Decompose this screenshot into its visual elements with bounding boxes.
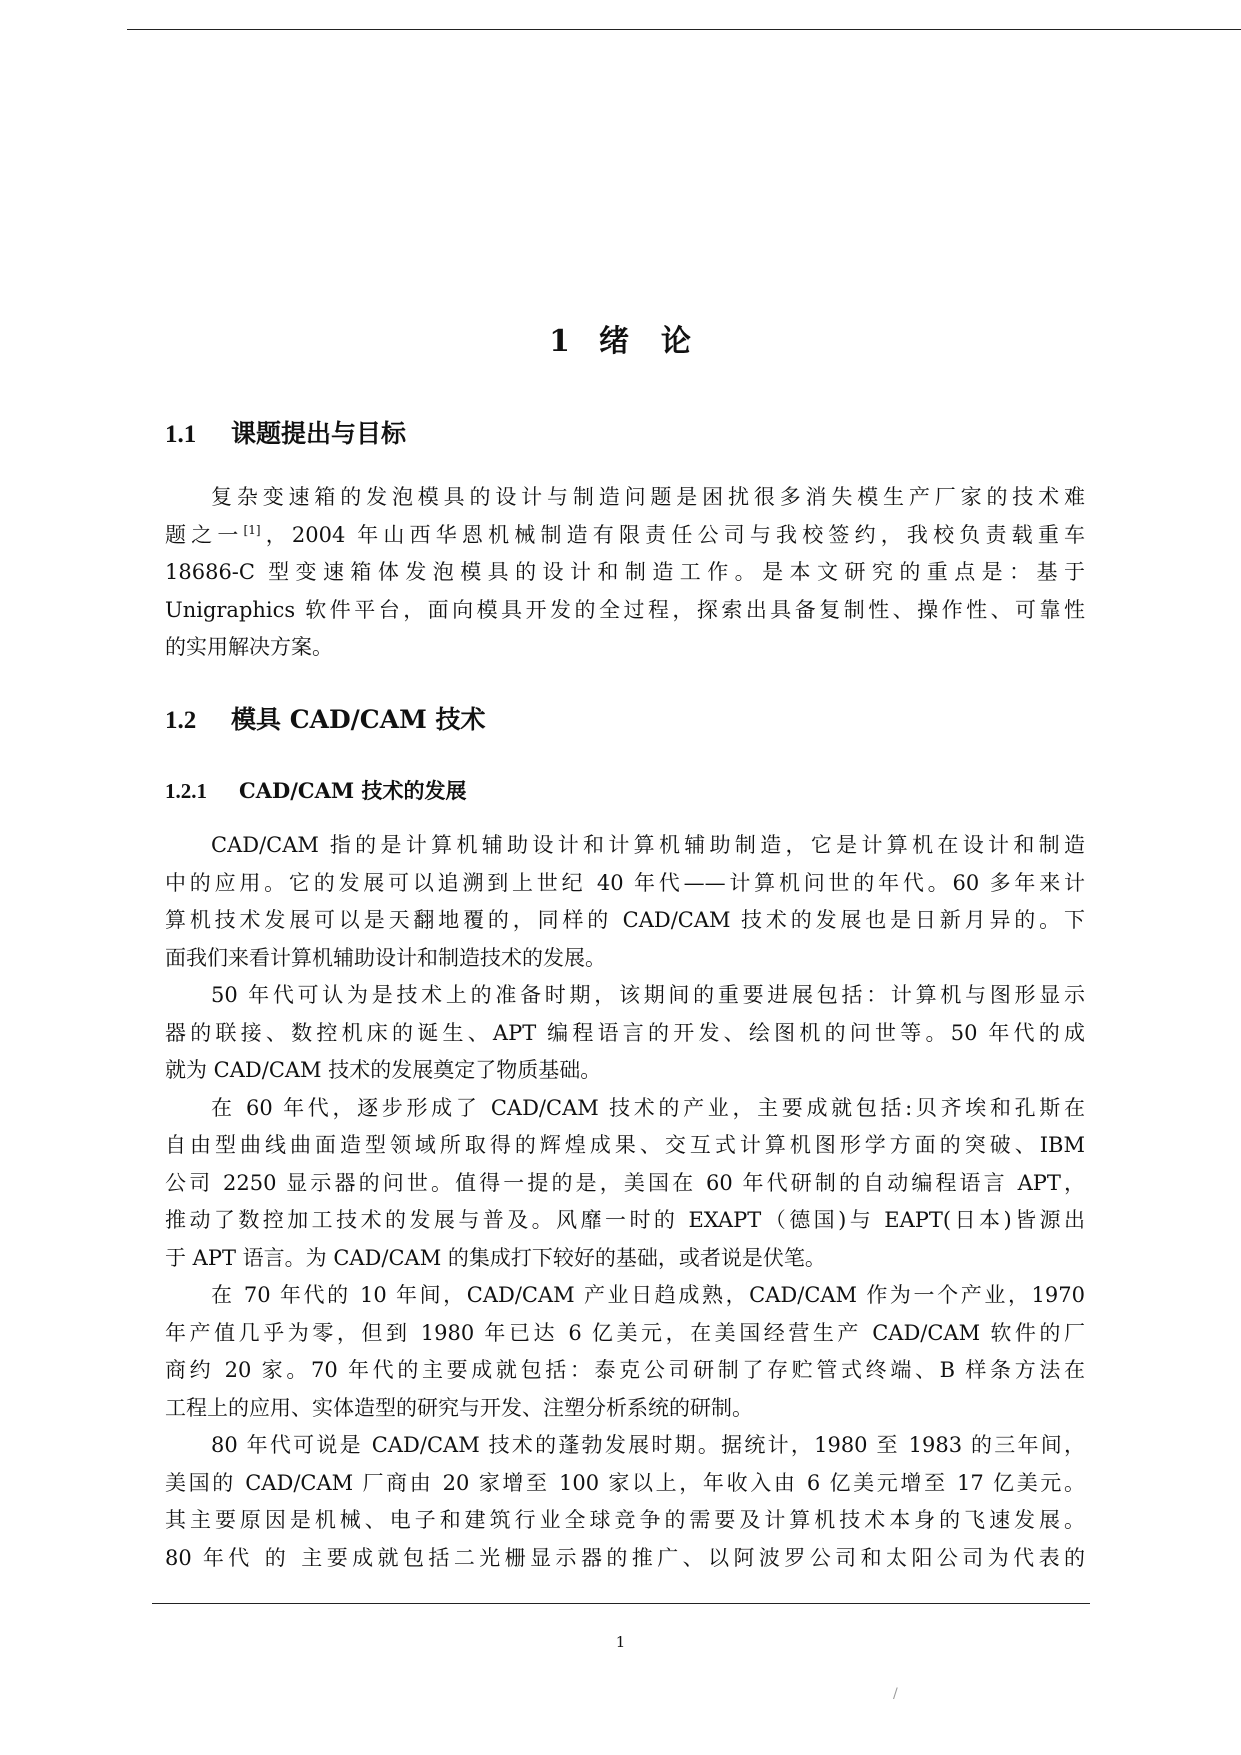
section-heading-1-2 bbox=[165, 700, 485, 736]
citation: [1] bbox=[243, 522, 261, 537]
corner-mark: / bbox=[893, 1686, 898, 1702]
text-line: 复杂变速箱的发泡模具的设计与制造问题是困扰很多消失模生产厂家的技术难 bbox=[211, 485, 1085, 509]
text-line: 其主要原因是机械、电子和建筑行业全球竞争的需要及计算机技术本身的飞速发展。 bbox=[165, 1508, 1085, 1532]
text-line: 中的应用。它的发展可以追溯到上世纪 40 年代——计算机问世的年代。60 多年来计 bbox=[165, 870, 1085, 895]
text-line: CAD/CAM 指的是计算机辅助设计和计算机辅助制造，它是计算机在设计和制造 bbox=[211, 833, 1085, 857]
section-title: 模具 CAD/CAM 技术 bbox=[231, 705, 486, 734]
section-heading-1-1 bbox=[165, 414, 406, 450]
page-number: 1 bbox=[615, 1633, 626, 1651]
chapter-title-text: 绪 论 bbox=[598, 324, 692, 359]
header-rule bbox=[127, 29, 1241, 30]
text-line: 商约 20 家。70 年代的主要成就包括：泰克公司研制了存贮管式终端、B 样条方法在 bbox=[165, 1358, 1085, 1382]
section-1-2-1-body bbox=[165, 827, 1085, 1577]
text-line: 80 年代可说是 CAD/CAM 技术的蓬勃发展时期。据统计，1980 至 1983 的三年间， bbox=[211, 1433, 1085, 1457]
text-line: 在 60 年代，逐步形成了 CAD/CAM 技术的产业，主要成就包括:贝齐埃和孔斯在 bbox=[211, 1095, 1085, 1120]
text-line: 工程上的应用、实体造型的研究与开发、注塑分析系统的研制。 bbox=[165, 1395, 753, 1420]
text-line: 18686-C 型变速箱体发泡模具的设计和制造工作。是本文研究的重点是：基于 bbox=[165, 560, 1085, 584]
text-line: 美国的 CAD/CAM 厂商由 20 家增至 100 家以上，年收入由 6 亿美元增至 17 亿美元。 bbox=[165, 1470, 1085, 1495]
text-line: 就为 CAD/CAM 技术的发展奠定了物质基础。 bbox=[165, 1058, 602, 1082]
text-line: 在 70 年代的 10 年间，CAD/CAM 产业日趋成熟，CAD/CAM 作为一个产业，1970 bbox=[211, 1283, 1085, 1307]
text-fragment: 题之一 bbox=[165, 522, 244, 547]
section-number: 1.1 bbox=[165, 421, 197, 448]
chapter-number: 1 bbox=[549, 324, 571, 359]
subsection-heading-1-2-1 bbox=[165, 775, 466, 805]
text-line: 面我们来看计算机辅助设计和制造技术的发展。 bbox=[165, 945, 606, 970]
section-1-1-paragraph bbox=[165, 479, 1085, 667]
subsection-number: 1.2.1 bbox=[165, 779, 207, 803]
chapter-title bbox=[0, 316, 1241, 360]
text-line: 器的联接、数控机床的诞生、APT 编程语言的开发、绘图机的问世等。50 年代的成 bbox=[165, 1020, 1085, 1045]
text-line: 80 年代 的 主要成就包括二光栅显示器的推广、以阿波罗公司和太阳公司为代表的 bbox=[165, 1545, 1085, 1570]
text-line: 的实用解决方案。 bbox=[165, 635, 333, 659]
text-line: 公司 2250 显示器的问世。值得一提的是，美国在 60 年代研制的自动编程语言 APT， bbox=[165, 1170, 1085, 1195]
text-fragment: ，2004 年山西华恩机械制造有限责任公司与我校签约，我校负责载重车 bbox=[260, 522, 1086, 547]
subsection-title: CAD/CAM 技术的发展 bbox=[239, 778, 467, 803]
text-line: 自由型曲线曲面造型领域所取得的辉煌成果、交互式计算机图形学方面的突破、IBM bbox=[165, 1133, 1085, 1157]
text-line: 推动了数控加工技术的发展与普及。风靡一时的 EXAPT（德国)与 EAPT(日本)皆源出 bbox=[165, 1208, 1085, 1232]
text-line: Unigraphics 软件平台，面向模具开发的全过程，探索出具备复制性、操作性、可靠性 bbox=[165, 597, 1085, 622]
text-line: 算机技术发展可以是天翻地覆的，同样的 CAD/CAM 技术的发展也是日新月异的。下 bbox=[165, 908, 1085, 932]
text-line: 年产值几乎为零，但到 1980 年已达 6 亿美元，在美国经营生产 CAD/CAM 软件的厂 bbox=[165, 1320, 1085, 1345]
section-title: 课题提出与目标 bbox=[231, 419, 407, 448]
text-line: 50 年代可认为是技术上的准备时期，该期间的重要进展包括：计算机与图形显示 bbox=[211, 983, 1085, 1007]
footer-rule bbox=[152, 1603, 1090, 1604]
text-line: 于 APT 语言。为 CAD/CAM 的集成打下较好的基础，或者说是伏笔。 bbox=[165, 1245, 826, 1270]
section-number: 1.2 bbox=[165, 707, 197, 734]
text-line bbox=[165, 517, 1085, 555]
